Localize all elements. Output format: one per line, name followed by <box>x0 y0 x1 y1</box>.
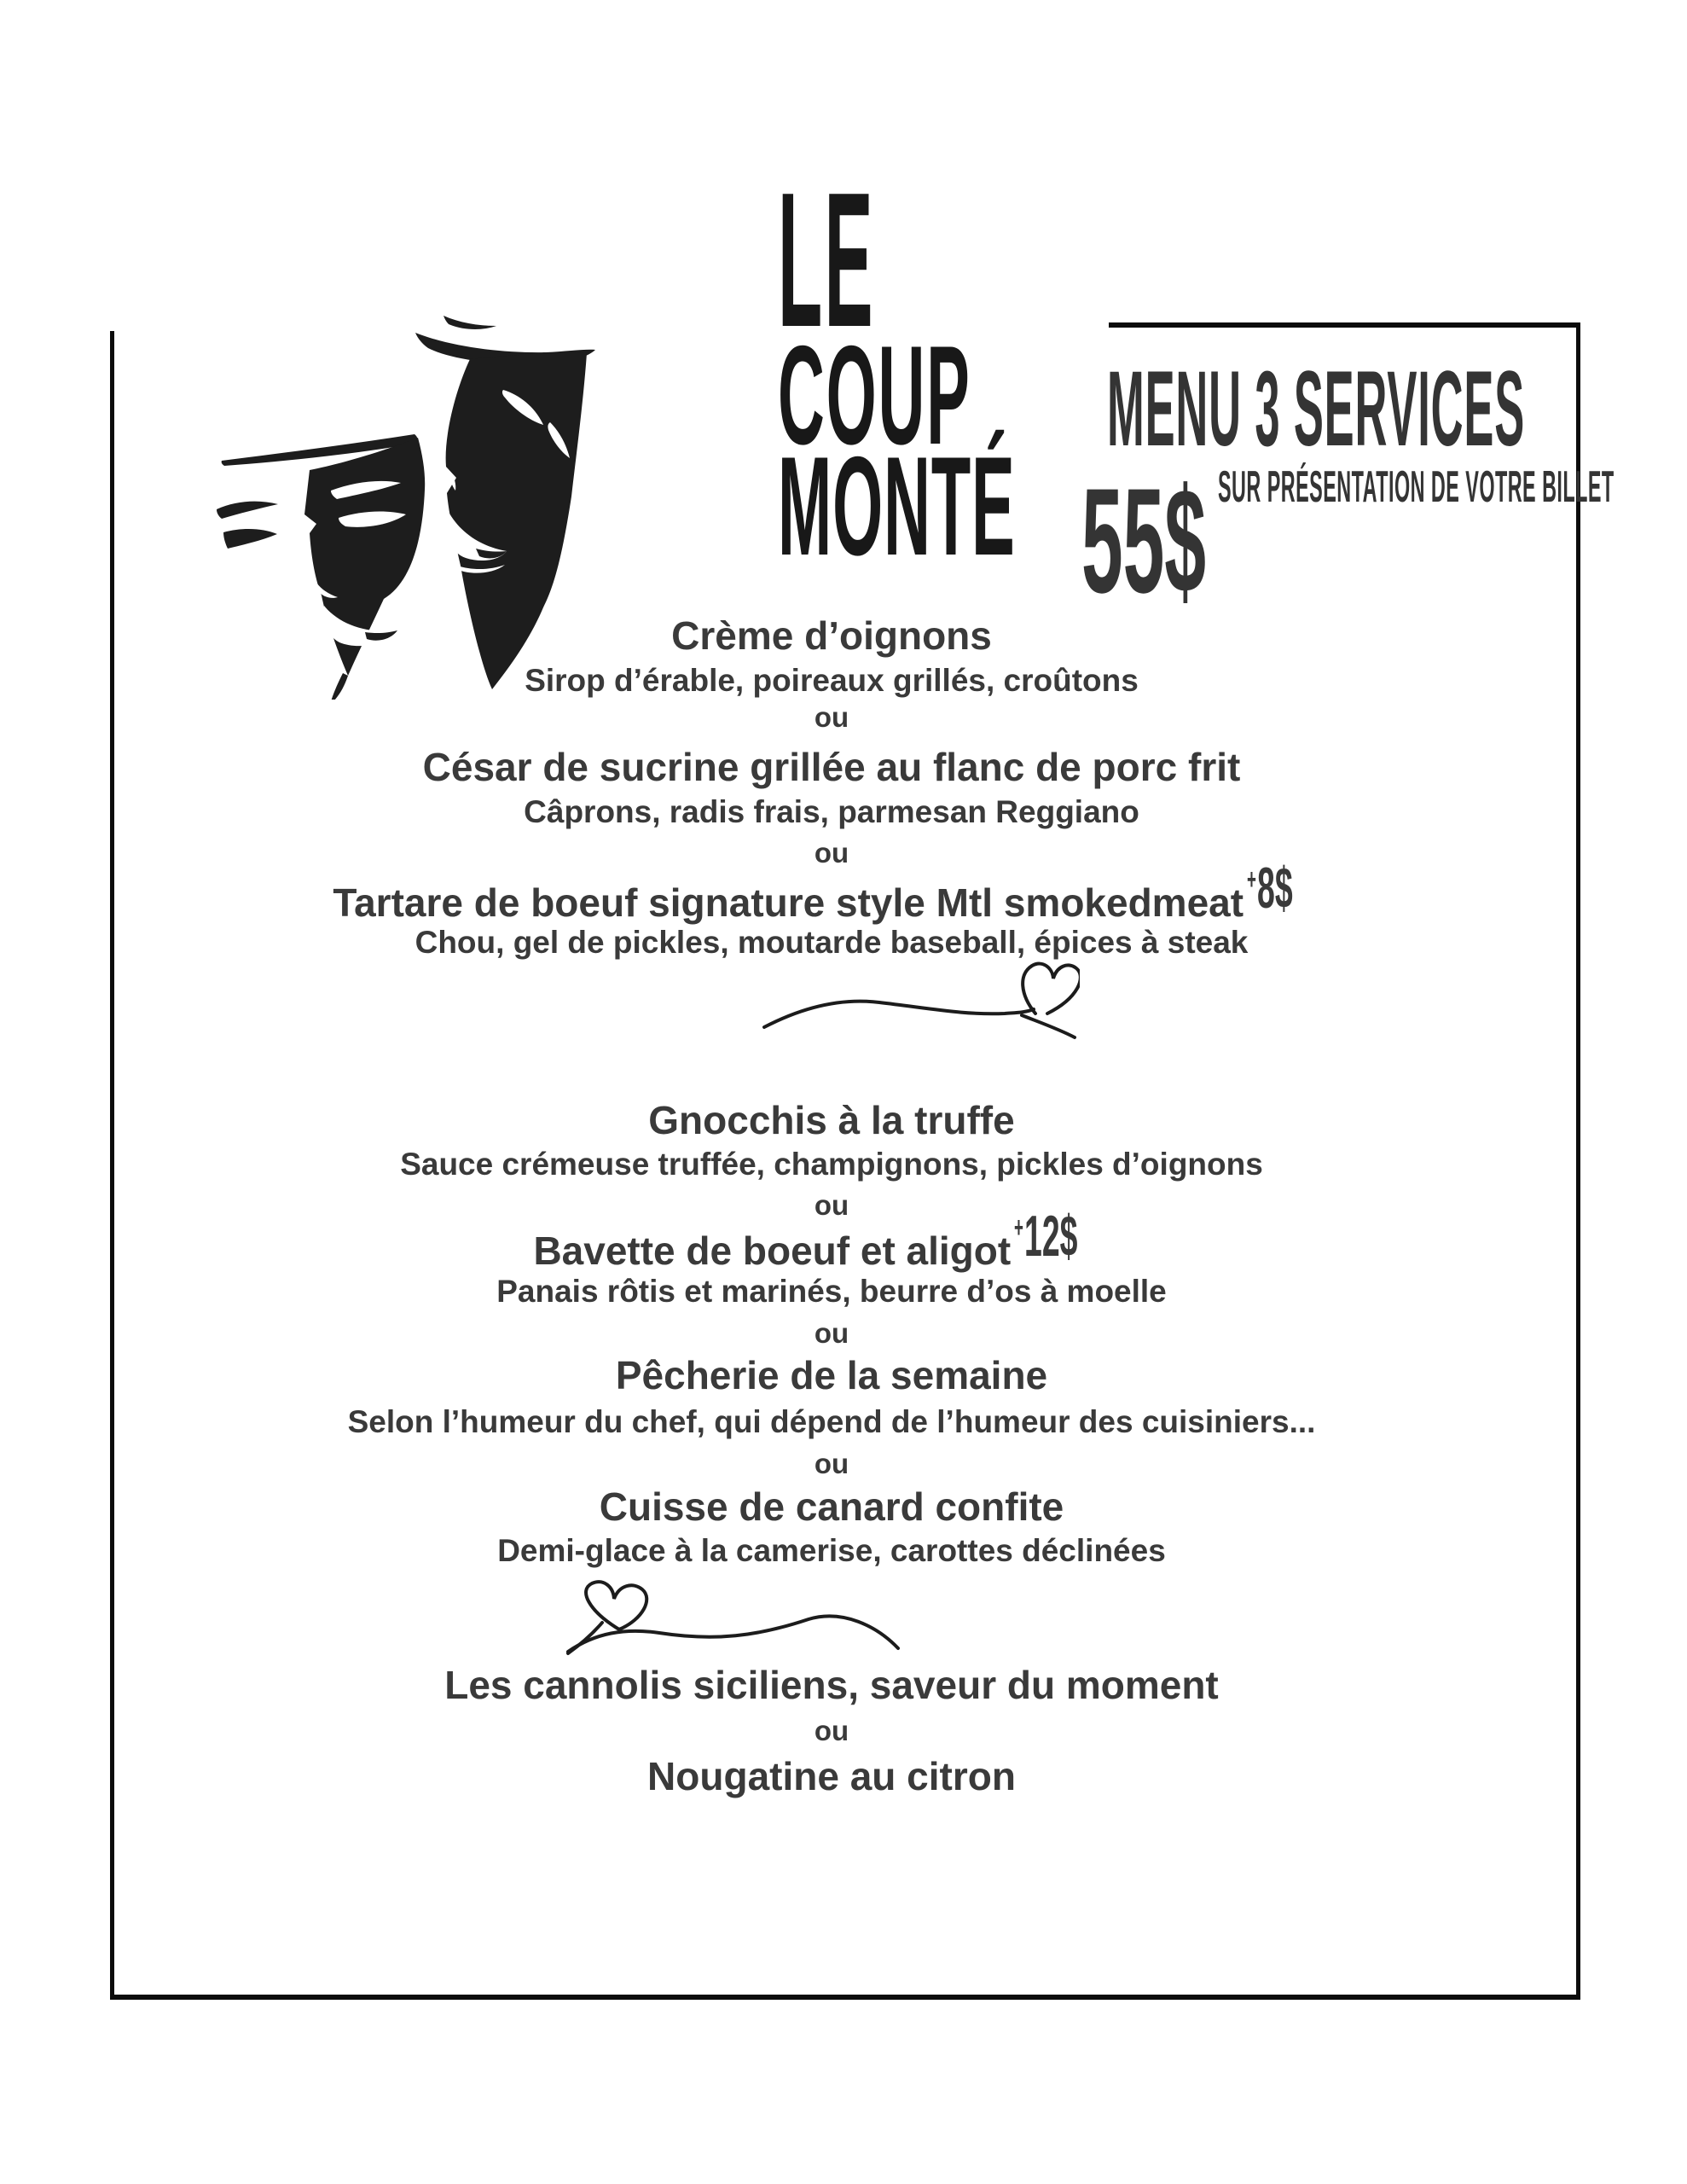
menu-item-title: Les cannolis siciliens, saveur du moment <box>444 1663 1219 1707</box>
price-value: 12$ <box>1024 1204 1078 1269</box>
menu-item-title-text: Bavette de boeuf et aligot <box>533 1228 1012 1273</box>
logo-line-monte: MONTÉ <box>778 427 1016 584</box>
course-separator: ou <box>814 1317 849 1349</box>
course-separator: ou <box>814 837 849 868</box>
menu-item-title: Nougatine au citron <box>647 1754 1016 1798</box>
menu-item-description: Demi-glace à la camerise, carottes déclinées <box>497 1533 1166 1568</box>
price-plus-sign: + <box>1247 863 1257 896</box>
menu-item-title-text: Tartare de boeuf signature style Mtl smokedmeat <box>333 880 1244 925</box>
price-value: 8$ <box>1257 856 1293 921</box>
course-separator: ou <box>814 701 849 733</box>
menu-item-title: César de sucrine grillée au flanc de porc frit <box>422 745 1241 789</box>
menu-item-description: Panais rôtis et marinés, beurre d’os à moelle <box>496 1274 1167 1309</box>
menu-item-title: Cuisse de canard confite <box>599 1484 1064 1529</box>
price-supplement <box>1247 856 1293 921</box>
frame-border-right <box>1576 322 1580 2000</box>
menu-note: SUR PRÉSENTATION DE VOTRE BILLET <box>1218 462 1615 512</box>
menu-item-title <box>100 856 1563 925</box>
menu-price: 55$ <box>1081 458 1206 624</box>
price-plus-sign: + <box>1014 1211 1024 1244</box>
course-separator: ou <box>814 1448 849 1479</box>
menu-item-title: Crème d’oignons <box>671 613 992 658</box>
course-separator: ou <box>814 1715 849 1746</box>
menu-item-description: Câprons, radis frais, parmesan Reggiano <box>524 794 1139 829</box>
swirl-heart-divider-icon <box>553 1577 919 1662</box>
swirl-heart-divider-icon <box>722 932 1080 1047</box>
logo-line-le: LE <box>778 152 875 367</box>
menu-item-description: Selon l’humeur du chef, qui dépend de l’humeur des cuisiniers... <box>347 1404 1316 1439</box>
menu-item-title: Pêcherie de la semaine <box>615 1353 1048 1397</box>
menu-title: MENU 3 SERVICES <box>1107 350 1526 468</box>
menu-item-description: Sirop d’érable, poireaux grillés, croûtons <box>525 663 1139 698</box>
menu-item-description: Chou, gel de pickles, moutarde baseball, épices à steak <box>415 925 1249 960</box>
menu-item-description: Sauce crémeuse truffée, champignons, pickles d’oignons <box>400 1147 1263 1182</box>
menu-item-title: Gnocchis à la truffe <box>648 1098 1015 1142</box>
price-supplement <box>1014 1204 1078 1269</box>
logo-line-coup: COUP <box>778 317 971 473</box>
frame-border-bottom <box>110 1995 1580 2000</box>
course-separator: ou <box>814 1189 849 1221</box>
